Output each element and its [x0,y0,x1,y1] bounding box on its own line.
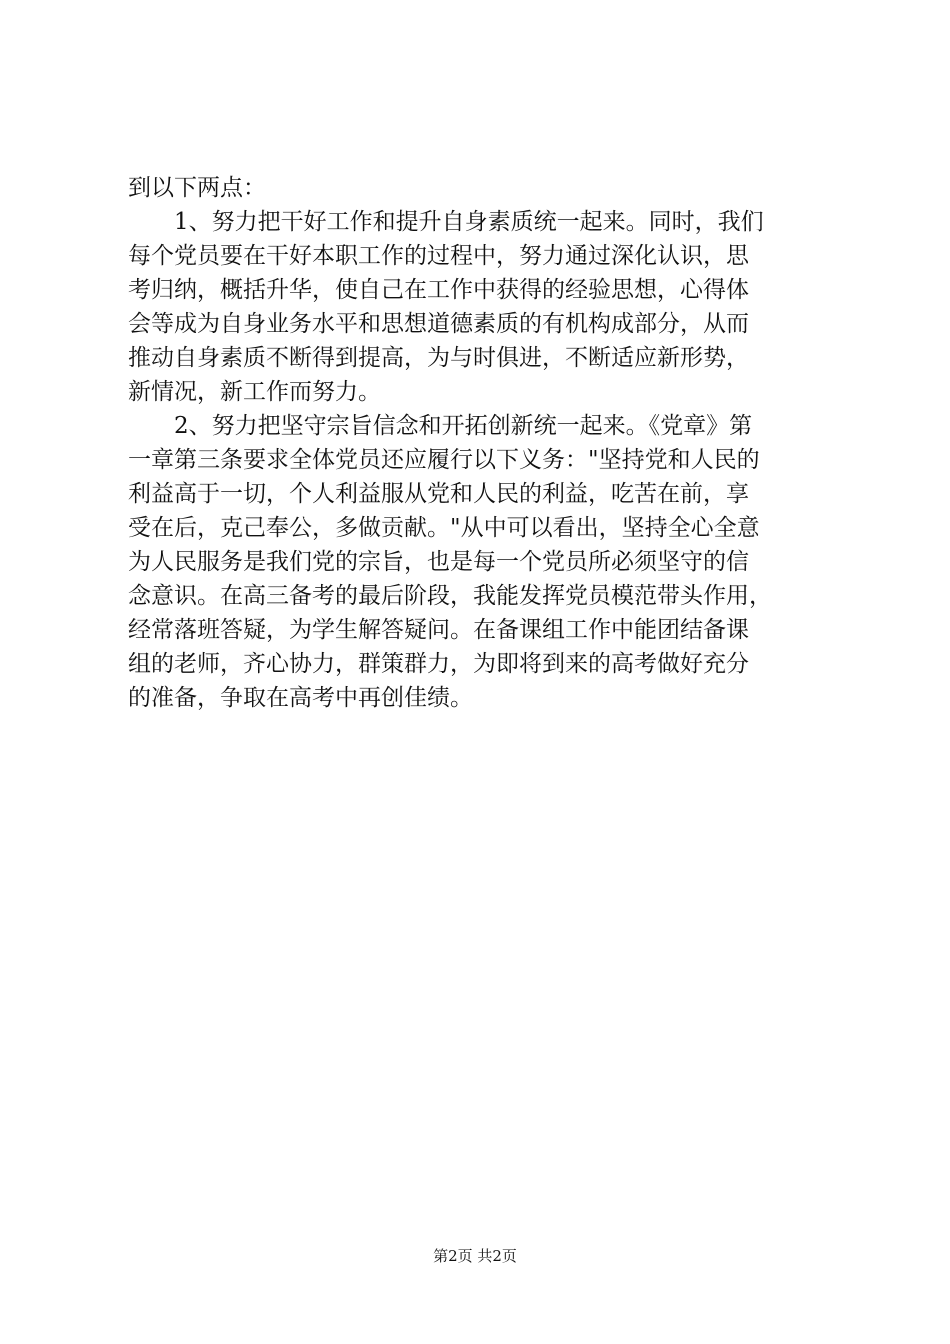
text-line: 利益高于一切，个人利益服从党和人民的利益，吃苦在前，享 [128,481,749,507]
paragraph-1-first-line: 1、努力把干好工作和提升自身素质统一起来。同时，我们 [174,209,764,235]
text-line: 经常落班答疑，为学生解答疑问。在备课组工作中能团结备课 [128,617,749,643]
text-line: 到以下两点： [128,175,266,201]
text-line: 每个党员要在干好本职工作的过程中，努力通过深化认识，思 [128,243,749,269]
text-line: 为人民服务是我们党的宗旨，也是每一个党员所必须坚守的信 [128,549,749,575]
text-line: 的准备，争取在高考中再创佳绩。 [128,685,473,711]
text-line: 考归纳，概括升华，使自己在工作中获得的经验思想，心得体 [128,277,749,303]
text-line: 念意识。在高三备考的最后阶段，我能发挥党员模范带头作用， [128,583,772,609]
page-footer [0,1246,950,1266]
text-line: 推动自身素质不断得到提高，为与时俱进，不断适应新形势， [128,345,749,371]
body-text [128,171,828,715]
text-line: 会等成为自身业务水平和思想道德素质的有机构成部分，从而 [128,311,749,337]
text-line: 一章第三条要求全体党员还应履行以下义务："坚持党和人民的 [128,447,760,473]
text-line: 新情况，新工作而努力。 [128,379,381,405]
text-line: 组的老师，齐心协力，群策群力，为即将到来的高考做好充分 [128,651,749,677]
text-line: 受在后，克己奉公，多做贡献。"从中可以看出，坚持全心全意 [128,515,760,541]
page-number-label: 第2页 共2页 [433,1247,517,1265]
paragraph-2-first-line: 2、努力把坚守宗旨信念和开拓创新统一起来。《党章》第 [174,413,753,439]
